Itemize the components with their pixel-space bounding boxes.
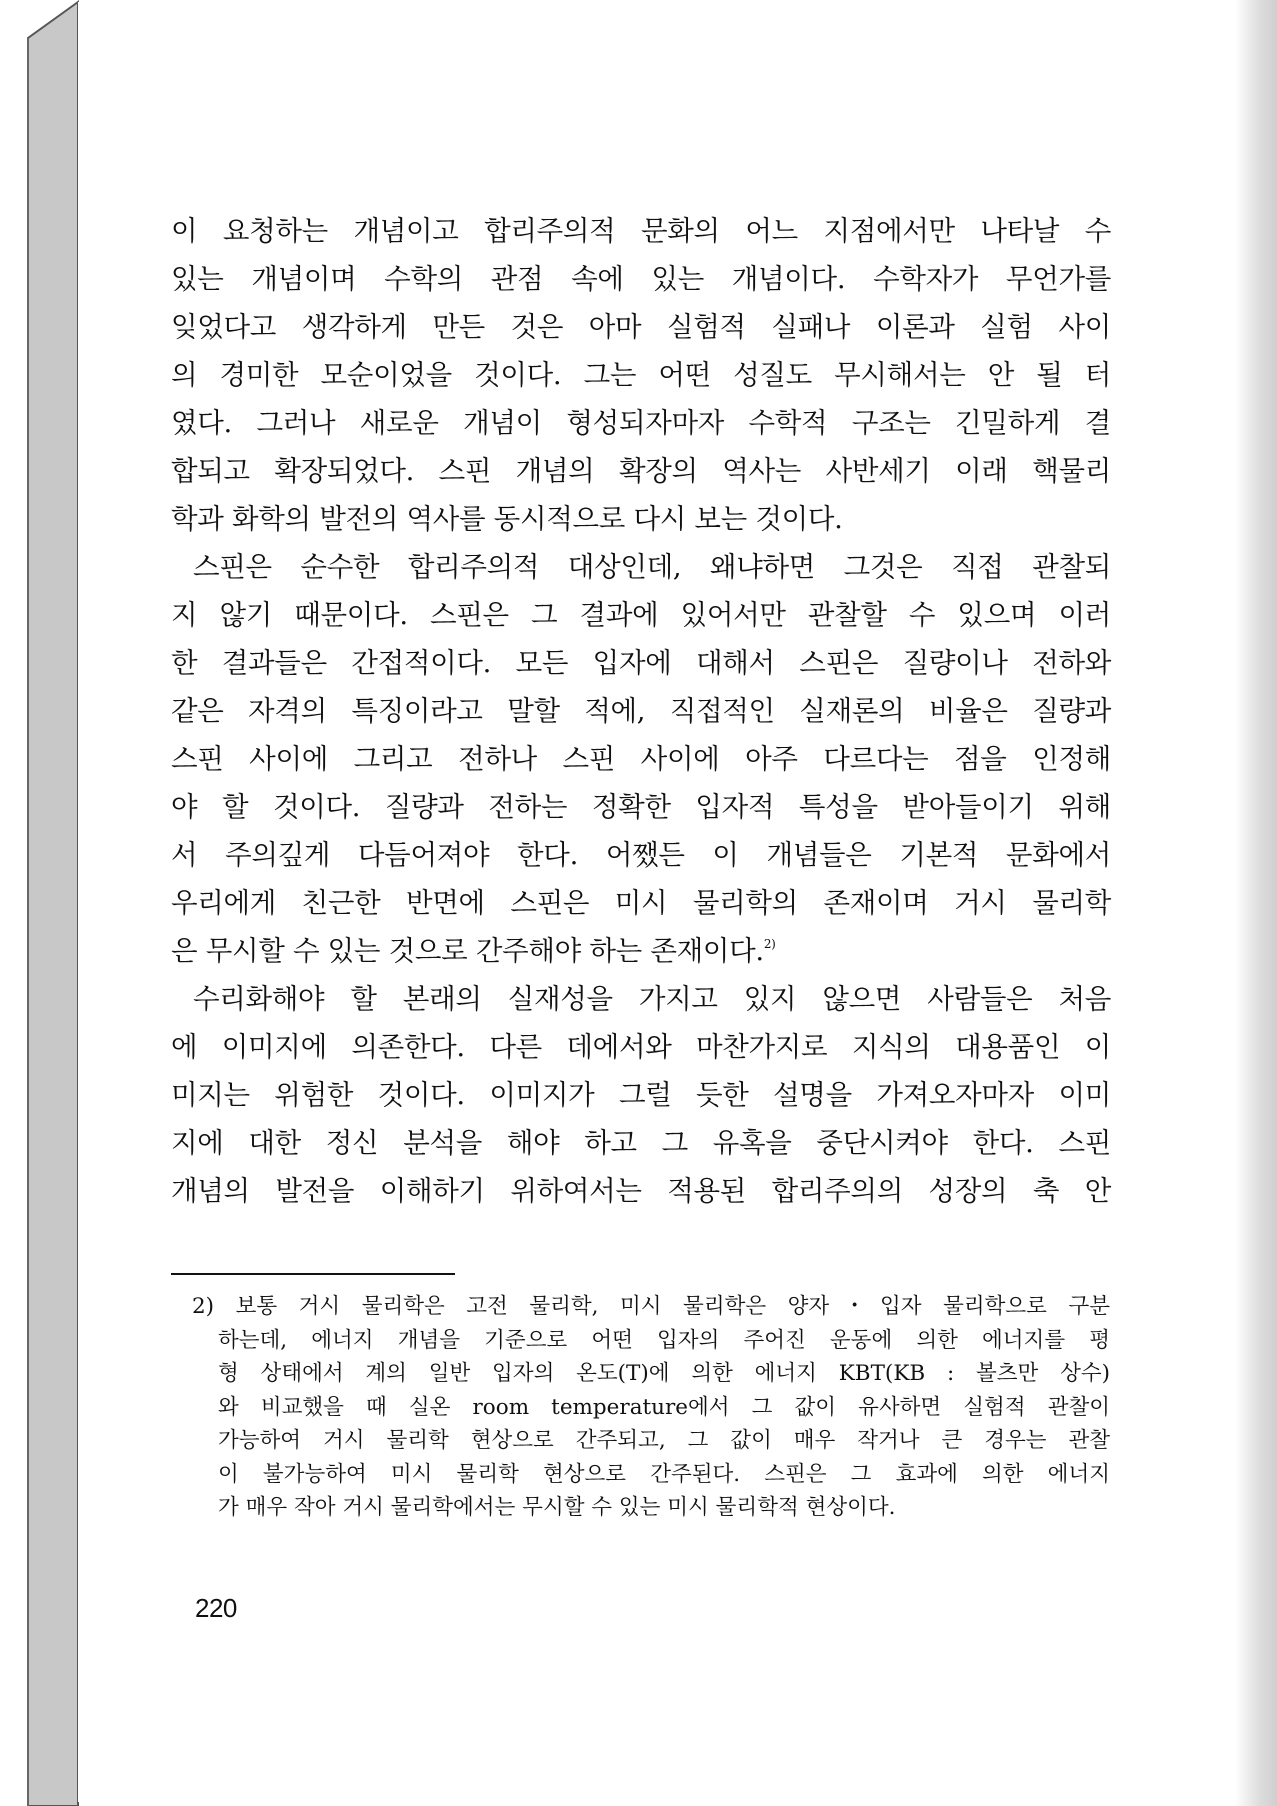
text-line: 미지는 위험한 것이다. 이미지가 그럴 듯한 설명을 가져오자마자 이미 bbox=[171, 1079, 1111, 1111]
text-line: 에 이미지에 의존한다. 다른 데에서와 마찬가지로 지식의 대용품인 이 bbox=[171, 1031, 1111, 1063]
text-line: 합되고 확장되었다. 스핀 개념의 확장의 역사는 사반세기 이래 핵물리 bbox=[171, 455, 1111, 487]
text-line: 지 않기 때문이다. 스핀은 그 결과에 있어서만 관찰할 수 있으며 이러 bbox=[171, 599, 1111, 631]
text-line: 서 주의깊게 다듬어져야 한다. 어쨌든 이 개념들은 기본적 문화에서 bbox=[171, 839, 1111, 871]
text-line: 지에 대한 정신 분석을 해야 하고 그 유혹을 중단시켜야 한다. 스핀 bbox=[171, 1127, 1111, 1159]
footnote bbox=[192, 1290, 1110, 1525]
text-line: 우리에게 친근한 반면에 스핀은 미시 물리학의 존재이며 거시 물리학 bbox=[171, 887, 1111, 919]
body-text bbox=[171, 207, 1111, 1215]
text-line: 야 할 것이다. 질량과 전하는 정확한 입자적 특성을 받아들이기 위해 bbox=[171, 791, 1111, 823]
footnote-line: 이 불가능하여 미시 물리학 현상으로 간주된다. 스핀은 그 효과에 의한 에너지 bbox=[218, 1461, 1110, 1487]
text-line: 있는 개념이며 수학의 관점 속에 있는 개념이다. 수학자가 무언가를 bbox=[171, 263, 1111, 295]
text-line: 잊었다고 생각하게 만든 것은 아마 실험적 실패나 이론과 실험 사이 bbox=[171, 311, 1111, 343]
text-line: 은 무시할 수 있는 것으로 간주해야 하는 존재이다. bbox=[171, 935, 764, 967]
footnote-line: 형 상태에서 계의 일반 입자의 온도(T)에 의한 에너지 KBT(KB : 볼츠만 상수) bbox=[218, 1361, 1110, 1386]
footnote-reference[interactable]: 2) bbox=[763, 937, 776, 951]
footnote-line: 2) 보통 거시 물리학은 고전 물리학, 미시 물리학은 양자・입자 물리학으로 구분 bbox=[192, 1294, 1110, 1319]
footnote-line: 가 매우 작아 거시 물리학에서는 무시할 수 있는 미시 물리학적 현상이다. bbox=[218, 1495, 896, 1520]
footnote-line: 와 비교했을 때 실온 room temperature에서 그 값이 유사하면 실험적 관찰이 bbox=[218, 1394, 1110, 1420]
footnote-divider bbox=[171, 1273, 455, 1275]
text-line: 수리화해야 할 본래의 실재성을 가지고 있지 않으면 사람들은 처음 bbox=[193, 983, 1111, 1015]
text-line: 였다. 그러나 새로운 개념이 형성되자마자 수학적 구조는 긴밀하게 결 bbox=[171, 407, 1111, 439]
text-line-with-note bbox=[171, 927, 1111, 975]
text-line: 의 경미한 모순이었을 것이다. 그는 어떤 성질도 무시해서는 안 될 터 bbox=[171, 359, 1111, 391]
footnote-line: 하는데, 에너지 개념을 기준으로 어떤 입자의 주어진 운동에 의한 에너지를 평 bbox=[218, 1327, 1110, 1353]
text-line: 학과 화학의 발전의 역사를 동시적으로 다시 보는 것이다. bbox=[171, 503, 843, 535]
text-line: 개념의 발전을 이해하기 위하여서는 적용된 합리주의의 성장의 축 안 bbox=[171, 1175, 1111, 1207]
text-line: 스핀 사이에 그리고 전하나 스핀 사이에 아주 다르다는 점을 인정해 bbox=[171, 743, 1111, 775]
footnote-line: 가능하여 거시 물리학 현상으로 간주되고, 그 값이 매우 작거나 큰 경우는 관찰 bbox=[218, 1428, 1110, 1453]
text-line: 이 요청하는 개념이고 합리주의적 문화의 어느 지점에서만 나타날 수 bbox=[171, 215, 1111, 247]
page-number: 220 bbox=[195, 1593, 237, 1623]
text-line: 스핀은 순수한 합리주의적 대상인데, 왜냐하면 그것은 직접 관찰되 bbox=[193, 551, 1111, 583]
page-edge-shadow bbox=[1235, 0, 1277, 1806]
text-line: 한 결과들은 간접적이다. 모든 입자에 대해서 스핀은 질량이나 전하와 bbox=[171, 647, 1111, 679]
text-line: 같은 자격의 특징이라고 말할 적에, 직접적인 실재론의 비율은 질량과 bbox=[171, 695, 1111, 727]
